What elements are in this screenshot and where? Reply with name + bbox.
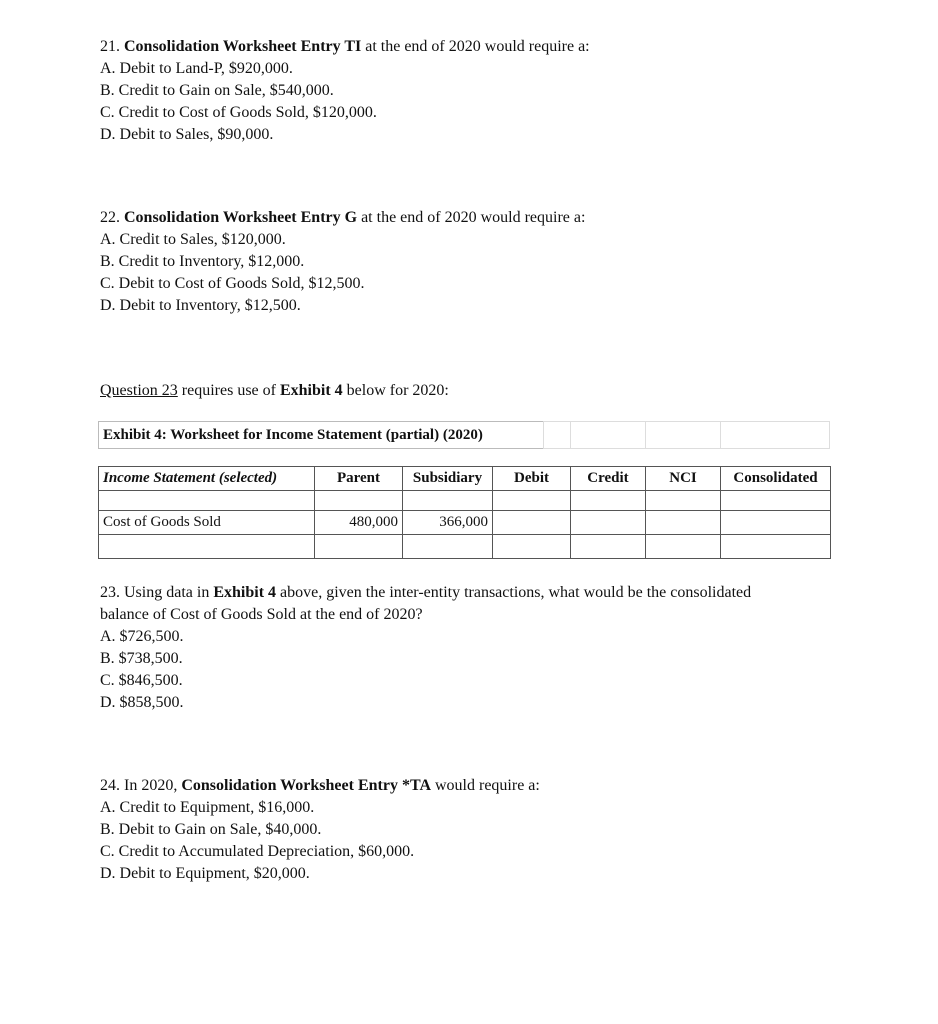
cell-nci	[646, 511, 721, 535]
header-income-statement: Income Statement (selected)	[99, 467, 315, 491]
cell-debit	[493, 511, 571, 535]
table-spacer-row	[99, 491, 831, 511]
question-21-option-b: B. Credit to Gain on Sale, $540,000.	[100, 82, 334, 99]
header-credit: Credit	[571, 467, 646, 491]
header-consolidated: Consolidated	[721, 467, 831, 491]
question-22	[100, 207, 900, 317]
question-21-option-a: A. Debit to Land-P, $920,000.	[100, 60, 293, 77]
exhibit-4-worksheet-table	[98, 466, 831, 559]
header-parent: Parent	[315, 467, 403, 491]
exhibit-title-empty-cell	[645, 421, 721, 449]
question-23-intro: Question 23 requires use of Exhibit 4 below for 2020:	[100, 382, 449, 399]
question-23-link: Question 23	[100, 382, 178, 399]
question-21-stem: 21. Consolidation Worksheet Entry TI at the end of 2020 would require a:	[100, 38, 590, 55]
cell-parent: 480,000	[315, 511, 403, 535]
header-subsidiary: Subsidiary	[403, 467, 493, 491]
cell-account: Cost of Goods Sold	[99, 511, 315, 535]
question-22-option-b: B. Credit to Inventory, $12,000.	[100, 253, 305, 270]
question-24-option-c: C. Credit to Accumulated Depreciation, $60,000.	[100, 843, 415, 860]
exhibit-title-empty-cell	[570, 421, 646, 449]
exhibit-title-empty-cell	[543, 421, 571, 449]
question-24-option-a: A. Credit to Equipment, $16,000.	[100, 799, 315, 816]
header-debit: Debit	[493, 467, 571, 491]
cell-credit	[571, 511, 646, 535]
question-21-entry: Consolidation Worksheet Entry TI	[124, 38, 362, 55]
exhibit-4-title: Exhibit 4: Worksheet for Income Statement (partial) (2020)	[98, 421, 544, 449]
question-23-option-d: D. $858,500.	[100, 694, 184, 711]
question-21-option-d: D. Debit to Sales, $90,000.	[100, 126, 274, 143]
table-row	[99, 511, 831, 535]
table-header-row	[99, 467, 831, 491]
question-24-option-d: D. Debit to Equipment, $20,000.	[100, 865, 310, 882]
question-21-option-c: C. Credit to Cost of Goods Sold, $120,000.	[100, 104, 377, 121]
cell-consolidated	[721, 511, 831, 535]
question-23-option-a: A. $726,500.	[100, 628, 184, 645]
question-24-entry: Consolidation Worksheet Entry *TA	[181, 777, 431, 794]
question-23-option-b: B. $738,500.	[100, 650, 183, 667]
question-23-option-c: C. $846,500.	[100, 672, 183, 689]
question-24-option-b: B. Debit to Gain on Sale, $40,000.	[100, 821, 322, 838]
question-23	[100, 582, 780, 714]
question-22-stem: 22. Consolidation Worksheet Entry G at the end of 2020 would require a:	[100, 209, 586, 226]
cell-subsidiary: 366,000	[403, 511, 493, 535]
question-22-entry: Consolidation Worksheet Entry G	[124, 209, 358, 226]
question-24	[100, 775, 900, 885]
header-nci: NCI	[646, 467, 721, 491]
exhibit-title-empty-cell	[720, 421, 830, 449]
question-22-option-d: D. Debit to Inventory, $12,500.	[100, 297, 301, 314]
question-21	[100, 36, 900, 146]
question-22-option-a: A. Credit to Sales, $120,000.	[100, 231, 286, 248]
question-23-stem: 23. Using data in Exhibit 4 above, given the inter-entity transactions, what would be the consolidated balance of Cost of Goods Sold at the end of 2020?	[100, 584, 752, 623]
question-22-option-c: C. Debit to Cost of Goods Sold, $12,500.	[100, 275, 365, 292]
question-24-stem: 24. In 2020, Consolidation Worksheet Entry *TA would require a:	[100, 777, 540, 794]
table-empty-row	[99, 535, 831, 559]
